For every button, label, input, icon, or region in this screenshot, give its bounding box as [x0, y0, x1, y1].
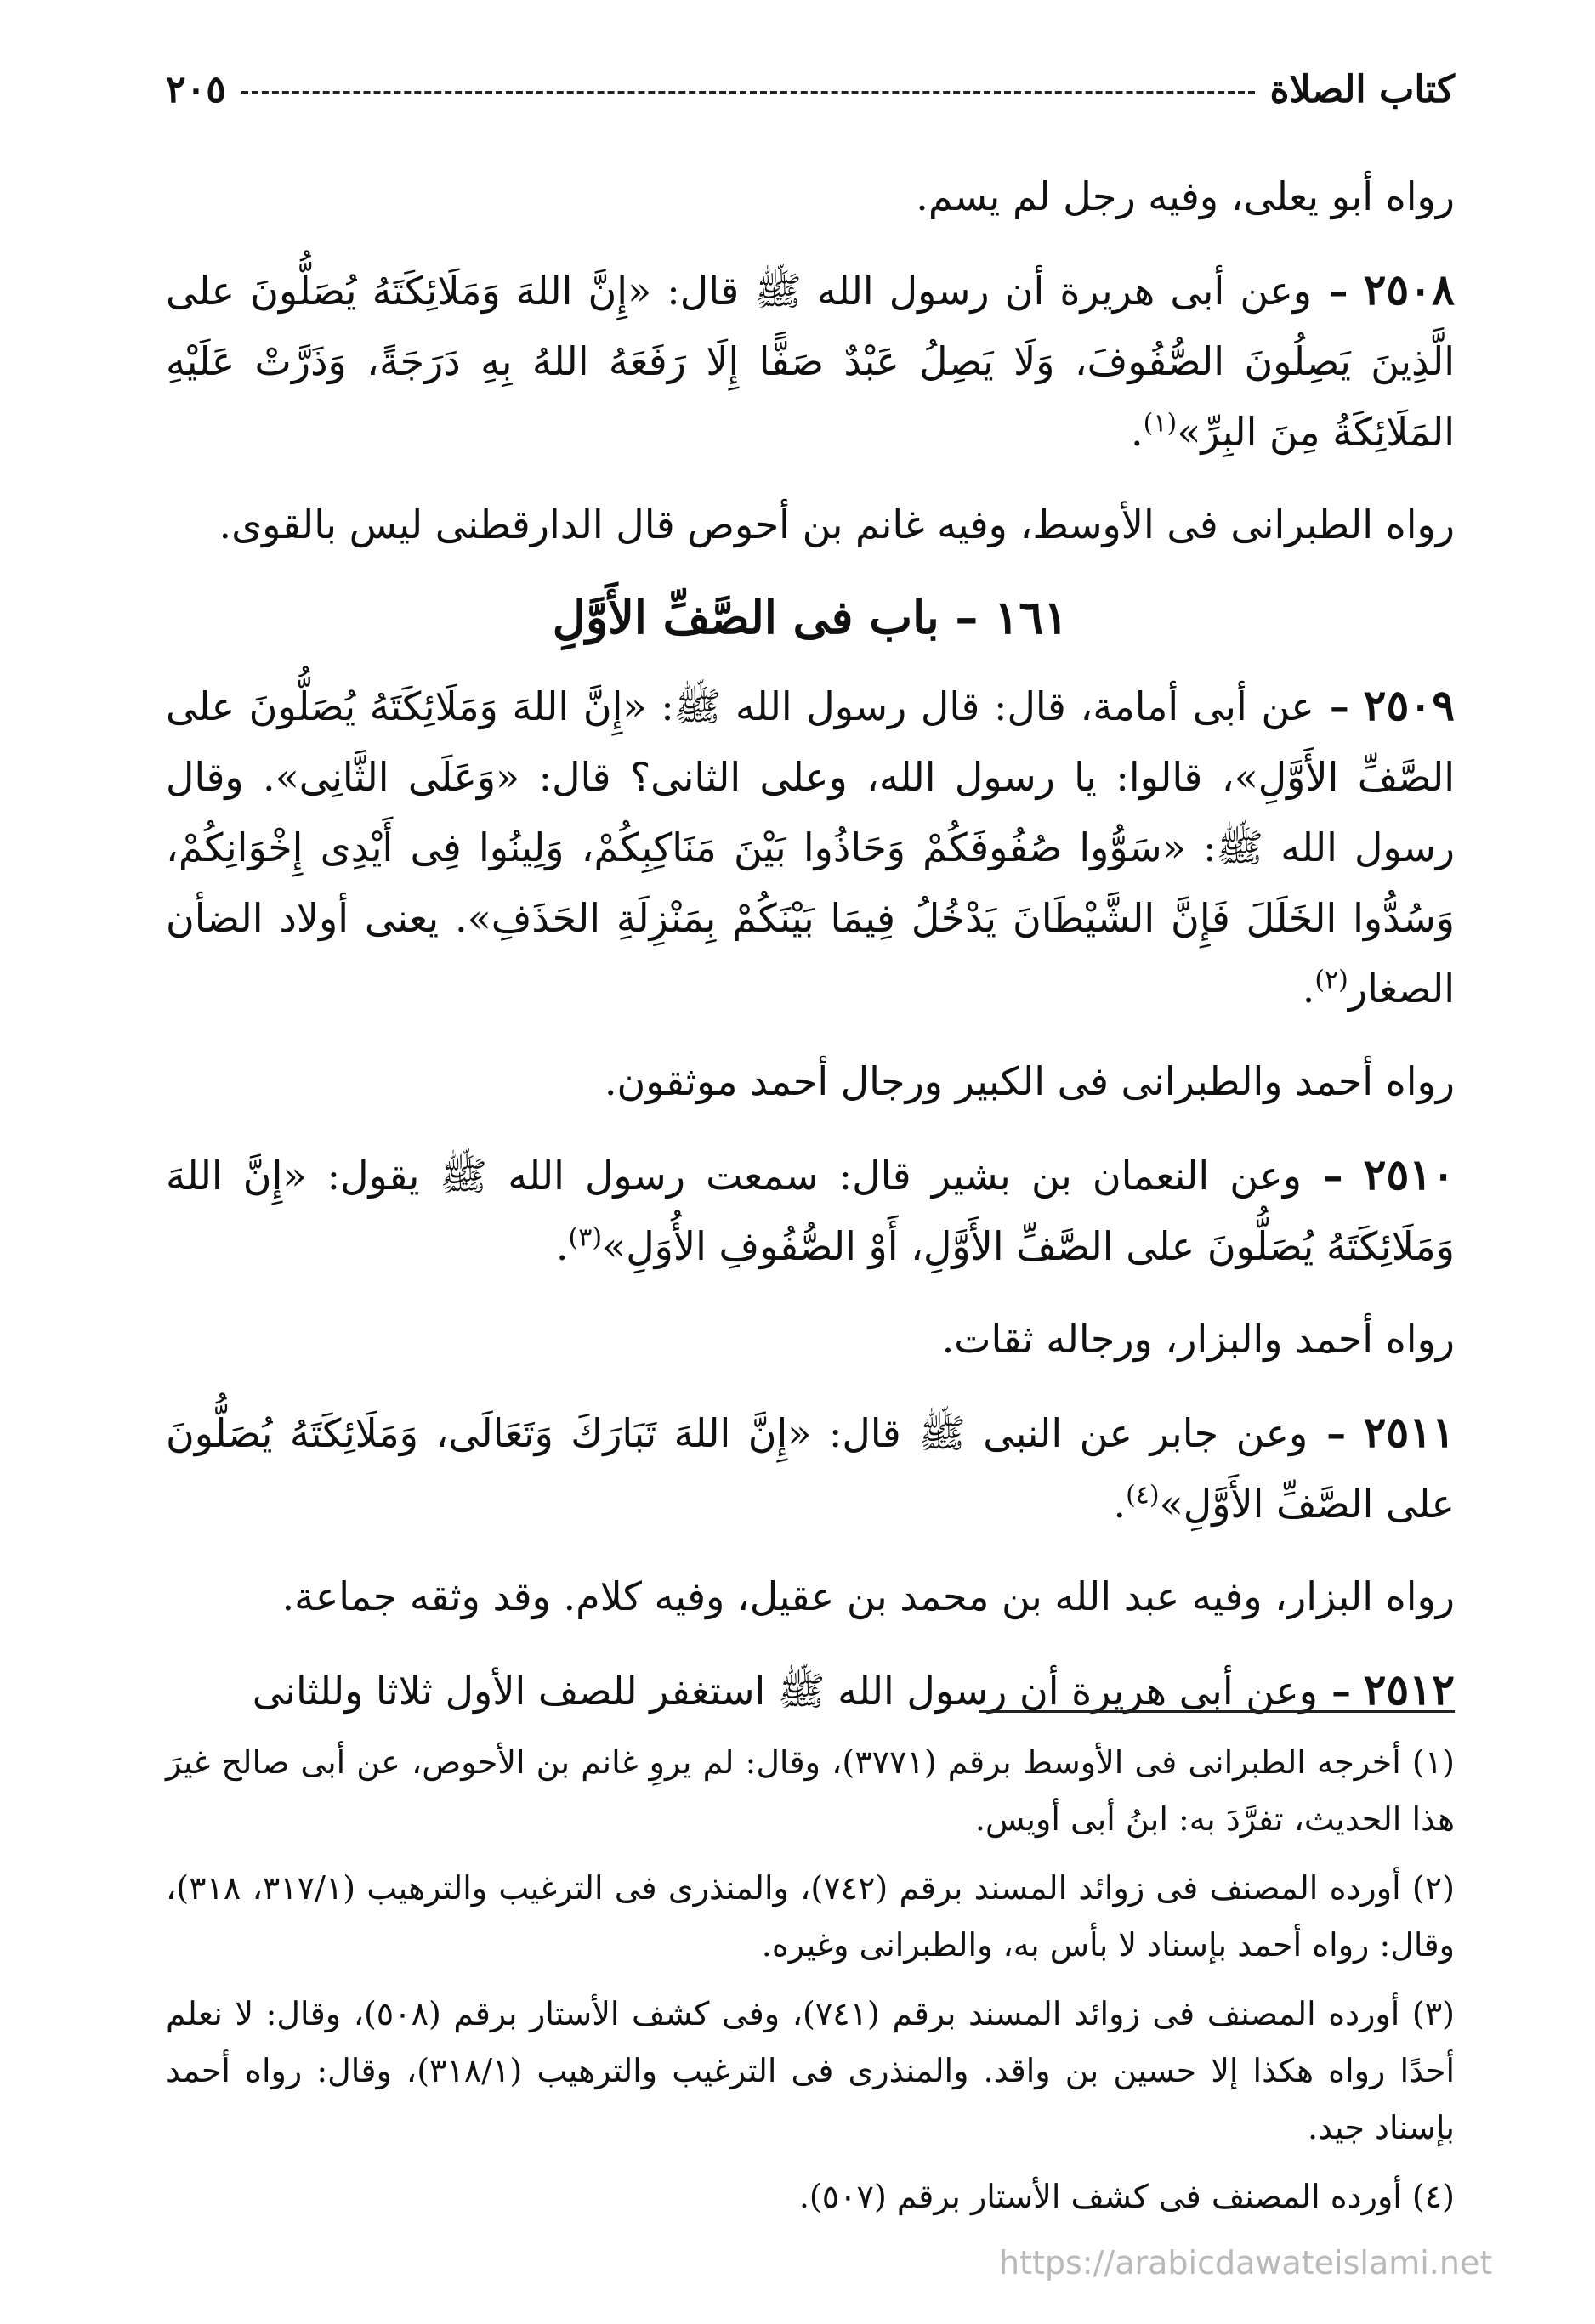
hadith-2511: ٢٥١١ – وعن جابر عن النبى ﷺ قال: «إِنَّ اللهَ تَبَارَكَ وَتَعَالَى، وَمَلَائِكَتَهُ يُصَلُّونَ على الصَّفِّ الأَوَّلِ»$^{(٤)}$. [166, 1407, 1455, 1527]
hadith-dash: – [1312, 268, 1348, 314]
hadith-text: وعن أبى هريرة أن رسول الله ﷺ استغفر للصف الأول ثلاثا وللثانى [252, 1668, 1318, 1714]
hadith-text: وعن أبى هريرة أن رسول الله ﷺ قال: «إِنَّ اللهَ وَمَلَائِكَتَهُ يُصَلُّونَ على الَّذِينَ يَصِلُونَ الصُّفُوفَ، وَلَا يَصِلُ عَبْدٌ صَفًّا إِلَا رَفَعَهُ اللهُ بِهِ دَرَجَةً، وَذَرَّتْ عَلَيْهِ المَلَائِكَةُ مِنَ البِرِّ» [166, 268, 1455, 455]
chapter-heading: ١٦١ – باب فى الصَّفِّ الأَوَّلِ [552, 590, 1069, 644]
narration-note: رواه البزار، وفيه عبد الله بن محمد بن عقيل، وفيه كلام. وقد وثقه جماعة. [281, 1573, 1455, 1619]
hadith-number: ٢٥١٢ [1363, 1664, 1455, 1715]
hadith-dash: – [1317, 1668, 1351, 1714]
narration-note: رواه أبو يعلى، وفيه رجل لم يسم. [916, 173, 1455, 219]
hadith-2508: ٢٥٠٨ – وعن أبى هريرة أن رسول الله ﷺ قال: «إِنَّ اللهَ وَمَلَائِكَتَهُ يُصَلُّونَ على الَّذِينَ يَصِلُونَ الصُّفُوفَ، وَلَا يَصِلُ عَبْدٌ صَفًّا إِلَا رَفَعَهُ اللهُ بِهِ دَرَجَةً، وَذَرَّتْ عَلَيْهِ المَلَائِكَةُ مِنَ البِرِّ»$^{(١)}$. [166, 264, 1455, 455]
main-text [166, 162, 1455, 1749]
footnote-ref: (١) [1143, 408, 1178, 439]
hadith-text: عن أبى أمامة، قال: قال رسول الله ﷺ: «إِنَّ اللهَ وَمَلَائِكَتَهُ يُصَلُّونَ على الصَّفِّ الأَوَّلِ»، قالوا: يا رسول الله، وعلى الثانى؟ قال: «وَعَلَى الثَّانِى». وقال رسول الله ﷺ: «سَوُّوا صُفُوفَكُمْ وَحَاذُوا بَيْنَ مَنَاكِبِكُمْ، وَلِينُوا فِى أَيْدِى إِخْوَانِكُمْ، وَسُدُّوا الخَلَلَ فَإِنَّ الشَّيْطَانَ يَدْخُلُ فِيمَا بَيْنَكُمْ بِمَنْزِلَةِ الحَذَفِ». يعنى أولاد الضأن الصغار [166, 683, 1455, 1012]
chapter-running-title: كتاب الصلاة [1269, 67, 1455, 111]
hadith-text: وعن النعمان بن بشير قال: سمعت رسول الله ﷺ يقول: «إِنَّ اللهَ وَمَلَائِكَتَهُ يُصَلُّونَ على الصَّفِّ الأَوَّلِ، أَوْ الصُّفُوفِ الأُوَلِ» [166, 1153, 1455, 1269]
hadith-number: ٢٥٠٨ [1363, 264, 1455, 315]
footnote-ref: (٤) [1126, 1480, 1160, 1511]
footnote: (٣) أورده المصنف فى زوائد المسند برقم (٧٤١)، وفى كشف الأستار برقم (٥٠٨)، وقال: لا نعلم أحدًا رواه هكذا إلا حسين بن واقد. والمنذرى فى الترغيب والترهيب (٣١٨/١)، وقال: رواه أحمد بإسناد جيد. [166, 1995, 1455, 2146]
footnote: (٤) أورده المصنف فى كشف الأستار برقم (٥٠٧). [798, 2178, 1455, 2215]
footnote-ref: (٣) [568, 1222, 603, 1253]
hadith-number: ٢٥١١ [1363, 1407, 1455, 1457]
hadith-dash: – [1301, 1153, 1343, 1199]
page-number: ٢٠٥ [166, 67, 226, 111]
hadith-2510: ٢٥١٠ – وعن النعمان بن بشير قال: سمعت رسول الله ﷺ يقول: «إِنَّ اللهَ وَمَلَائِكَتَهُ يُصَلُّونَ على الصَّفِّ الأَوَّلِ، أَوْ الصُّفُوفِ الأُوَلِ»$^{(٣)}$. [166, 1149, 1456, 1269]
hadith-2509: ٢٥٠٩ – عن أبى أمامة، قال: قال رسول الله ﷺ: «إِنَّ اللهَ وَمَلَائِكَتَهُ يُصَلُّونَ على الصَّفِّ الأَوَّلِ»، قالوا: يا رسول الله، وعلى الثانى؟ قال: «وَعَلَى الثَّانِى». وقال رسول الله ﷺ: «سَوُّوا صُفُوفَكُمْ وَحَاذُوا بَيْنَ مَنَاكِبِكُمْ، وَلِينُوا فِى أَيْدِى إِخْوَانِكُمْ، وَسُدُّوا الخَلَلَ فَإِنَّ الشَّيْطَانَ يَدْخُلُ فِيمَا بَيْنَكُمْ بِمَنْزِلَةِ الحَذَفِ». يعنى أولاد الضأن الصغار$^{(٢)}$. [166, 680, 1456, 1012]
hadith-text: وعن جابر عن النبى ﷺ قال: «إِنَّ اللهَ تَبَارَكَ وَتَعَالَى، وَمَلَائِكَتَهُ يُصَلُّونَ على الصَّفِّ الأَوَّلِ» [166, 1410, 1455, 1527]
footnotes [166, 1734, 1455, 2237]
source-watermark: https://arabicdawateislami.net [999, 2244, 1493, 2281]
hadith-dash: – [1314, 683, 1349, 729]
narration-note: رواه أحمد والطبرانى فى الكبير ورجال أحمد موثقون. [604, 1058, 1455, 1104]
running-header [166, 60, 1455, 119]
hadith-2512 [166, 1654, 1455, 1726]
narration-note: رواه أحمد والبزار، ورجاله ثقات. [941, 1316, 1455, 1362]
footnote: (١) أخرجه الطبرانى فى الأوسط برقم (٣٧٧١)، وقال: لم يروِ غانم بن الأحوص، عن أبى صالح غيرَ هذا الحديث، تفرَّدَ به: ابنُ أبى أويس. [166, 1743, 1455, 1838]
footnote-separator [979, 1710, 1455, 1713]
header-dashed-rule [241, 91, 1255, 94]
footnote: (٢) أورده المصنف فى زوائد المسند برقم (٧٤٢)، والمنذرى فى الترغيب والترهيب (٣١٧/١، ٣١٨)، وقال: رواه أحمد بإسناد لا بأس به، والطبرانى وغيره. [166, 1869, 1455, 1964]
hadith-dash: – [1308, 1410, 1347, 1456]
narration-note: رواه الطبرانى فى الأوسط، وفيه غانم بن أحوص قال الدارقطنى ليس بالقوى. [219, 502, 1455, 547]
hadith-number: ٢٥٠٩ [1363, 680, 1456, 730]
footnote-ref: (٢) [1314, 965, 1348, 995]
hadith-number: ٢٥١٠ [1363, 1149, 1456, 1199]
